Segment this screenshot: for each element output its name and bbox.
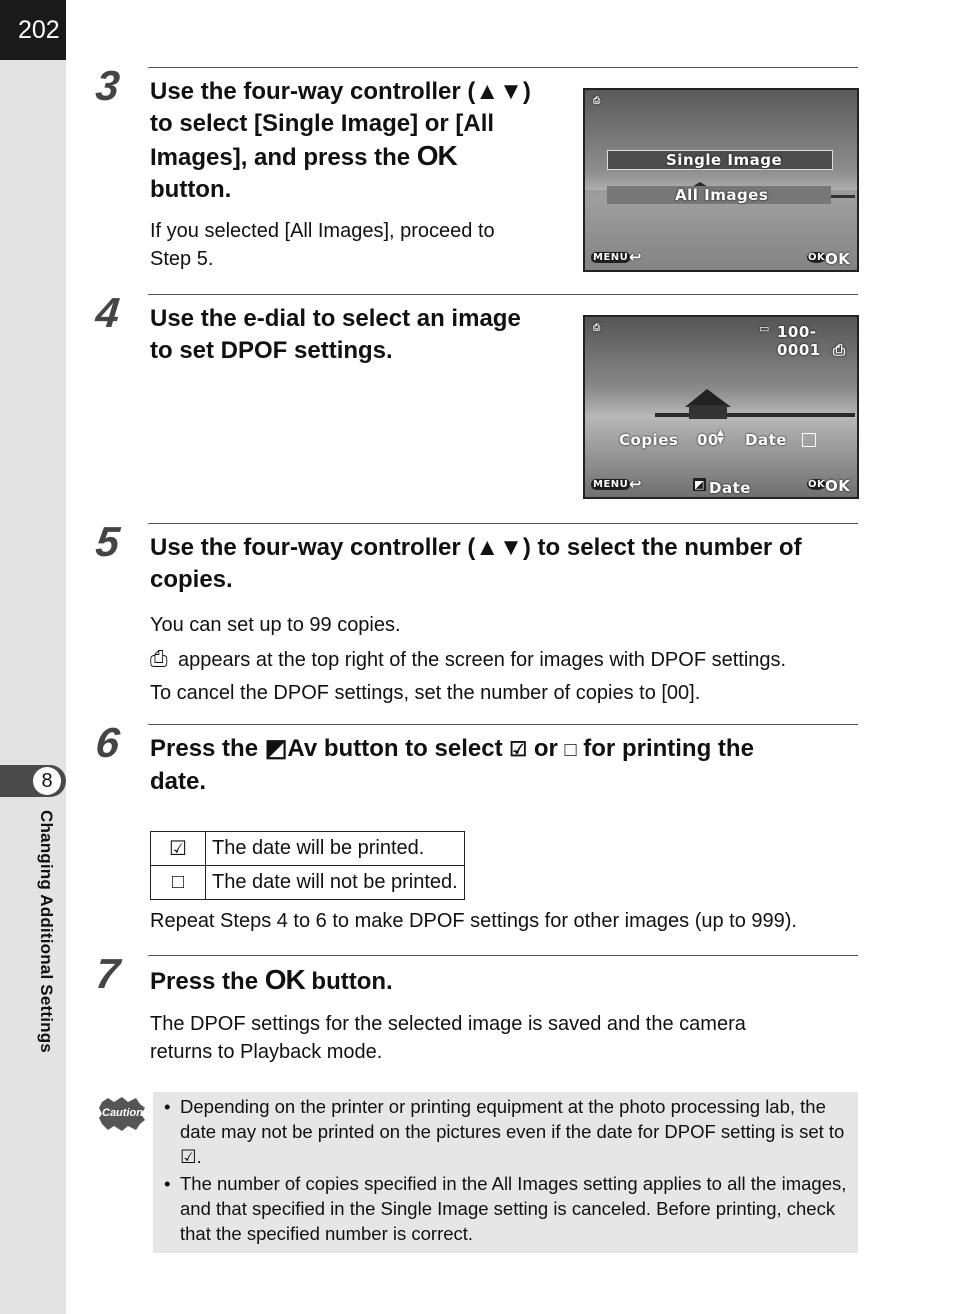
- step-heading: Press the OK button.: [150, 964, 393, 995]
- chapter-sidebar: [0, 0, 66, 1314]
- camera-screen-dpof-settings: [583, 315, 859, 499]
- step-text: If you selected [All Images], proceed to Step 5.: [150, 220, 495, 270]
- checked-box-icon: ☑: [151, 832, 206, 866]
- menu-option-single-image[interactable]: Single Image: [607, 150, 833, 170]
- ok-badge: OK: [808, 479, 826, 490]
- table-row: [151, 866, 465, 900]
- step-heading: Press the ◩Av button to select ☑ or □ for printing the date.: [150, 735, 754, 795]
- table-row: [151, 832, 465, 866]
- step-divider: [148, 523, 858, 524]
- step-divider: [148, 955, 858, 956]
- ok-button-symbol: OK: [416, 140, 457, 171]
- caution-icon: Caution: [98, 1096, 146, 1132]
- date-label: Date: [745, 431, 787, 449]
- exposure-compensation-icon: ◩: [264, 735, 288, 762]
- step-heading: Use the four-way controller (▲▼) to select [Single Image] or [All Images], and press the OK button.: [150, 78, 531, 203]
- up-down-arrows-icon: ▲ ▼: [717, 428, 725, 446]
- card-icon: ▭: [759, 322, 770, 335]
- back-arrow-icon: ↩: [629, 475, 643, 493]
- date-options-table: [150, 831, 465, 900]
- menu-option-all-images[interactable]: All Images: [607, 186, 831, 204]
- dpof-icon: ⎙: [593, 323, 601, 333]
- ok-button-symbol: OK: [264, 964, 305, 995]
- copies-value[interactable]: 00: [697, 431, 719, 449]
- menu-badge: MENU: [593, 479, 629, 490]
- empty-box-icon: □: [151, 866, 206, 900]
- chapter-title: Changing Additional Settings: [37, 810, 56, 1053]
- caution-list: [164, 1094, 854, 1248]
- chapter-number: 8: [33, 767, 61, 795]
- step-number: 7: [93, 950, 122, 997]
- ok-badge: OK: [808, 252, 826, 263]
- step-number: 4: [93, 289, 122, 336]
- step-number: 3: [93, 62, 122, 109]
- checked-box-icon: ☑: [180, 1146, 197, 1167]
- date-checkbox[interactable]: [802, 433, 816, 447]
- step-text: The DPOF settings for the selected image is saved and the camera returns to Playback mode.: [150, 1013, 746, 1063]
- copies-label: Copies: [619, 431, 679, 449]
- step-number: 5: [93, 518, 122, 565]
- repeat-note: Repeat Steps 4 to 6 to make DPOF settings for other images (up to 999).: [150, 910, 797, 932]
- list-item: • The number of copies specified in the All Images setting applies to all the images, and that specified in the Single Image setting is canceled. Before printing, check that the specified number is correct.: [164, 1171, 854, 1246]
- back-arrow-icon: ↩: [629, 248, 643, 266]
- dpof-icon: ⎙: [593, 96, 601, 106]
- ok-label: OK: [825, 250, 851, 268]
- page-number: 202: [0, 0, 66, 60]
- file-number: 100-0001: [777, 323, 821, 359]
- empty-box-icon: □: [564, 739, 577, 761]
- step-divider: [148, 67, 858, 68]
- ok-label: OK: [825, 477, 851, 495]
- step-divider: [148, 294, 858, 295]
- menu-badge: MENU: [593, 252, 629, 263]
- step-text: You can set up to 99 copies. ⎙ appears at the top right of the screen for images with DPOF settings. To cancel the DPOF settings, set the number of copies to [00].: [150, 614, 787, 704]
- lake-photo: [585, 90, 857, 270]
- table-cell: The date will not be printed.: [206, 866, 465, 900]
- print-icon: ⎙: [833, 341, 846, 359]
- step-heading: Use the four-way controller (▲▼) to select the number of copies.: [150, 534, 802, 593]
- av-button-icon: ◩: [694, 478, 705, 491]
- print-icon: ⎙: [150, 646, 168, 671]
- camera-screen-select-mode: [583, 88, 859, 272]
- date-button-label: Date: [709, 479, 751, 497]
- list-item: • Depending on the printer or printing equipment at the photo processing lab, the date may not be printed on the pictures even if the date for DPOF setting is set to ☑.: [164, 1094, 854, 1169]
- step-divider: [148, 724, 858, 725]
- step-number: 6: [93, 719, 122, 766]
- step-heading: Use the e-dial to select an image to set DPOF settings.: [150, 305, 521, 364]
- table-cell: The date will be printed.: [206, 832, 465, 866]
- checked-box-icon: ☑: [509, 739, 528, 761]
